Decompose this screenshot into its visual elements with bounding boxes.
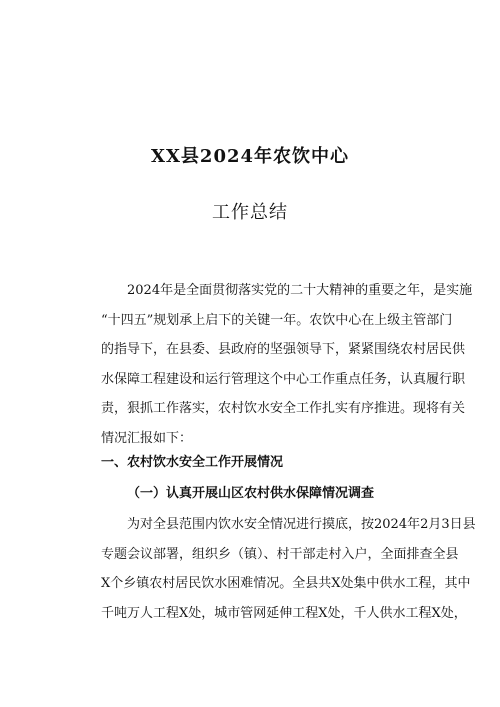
body-line: 千吨万人工程X处，城市管网延伸工程X处，千人供水工程X处， xyxy=(101,605,467,621)
section-heading: 一、农村饮水安全工作开展情况 xyxy=(101,455,284,470)
body-line: 专题会议部署，组织乡（镇）、村干部走村入户，全面排查全县 xyxy=(101,546,459,562)
document-subtitle: 工作总结 xyxy=(212,202,288,223)
body-line: 为对全县范围内饮水安全情况进行摸底，按2024年2月3日县 xyxy=(127,517,476,532)
body-paragraph xyxy=(101,510,476,628)
intro-line: 的指导下，在县委、县政府的坚强领导下，紧紧围绕农村居民供 xyxy=(101,342,466,358)
intro-paragraph xyxy=(101,276,473,454)
intro-line: 责，狠抓工作落实，农村饮水安全工作扎实有序推进。现将有关 xyxy=(101,401,466,417)
intro-line: 情况汇报如下： xyxy=(101,430,193,446)
body-line: X个乡镇农村居民饮水困难情况。全县共X处集中供水工程，其中 xyxy=(101,576,471,592)
document-title: XX县2024年农饮中心 xyxy=(150,146,350,167)
intro-line: “十四五”规划承上启下的关键一年。农饮中心在上级主管部门 xyxy=(101,312,453,328)
intro-line: 水保障工程建设和运行管理这个中心工作重点任务，认真履行职 xyxy=(101,371,466,387)
subsection-heading: （一）认真开展山区农村供水保障情况调查 xyxy=(127,486,375,501)
intro-line: 2024年是全面贯彻落实党的二十大精神的重要之年，是实施 xyxy=(127,283,473,298)
